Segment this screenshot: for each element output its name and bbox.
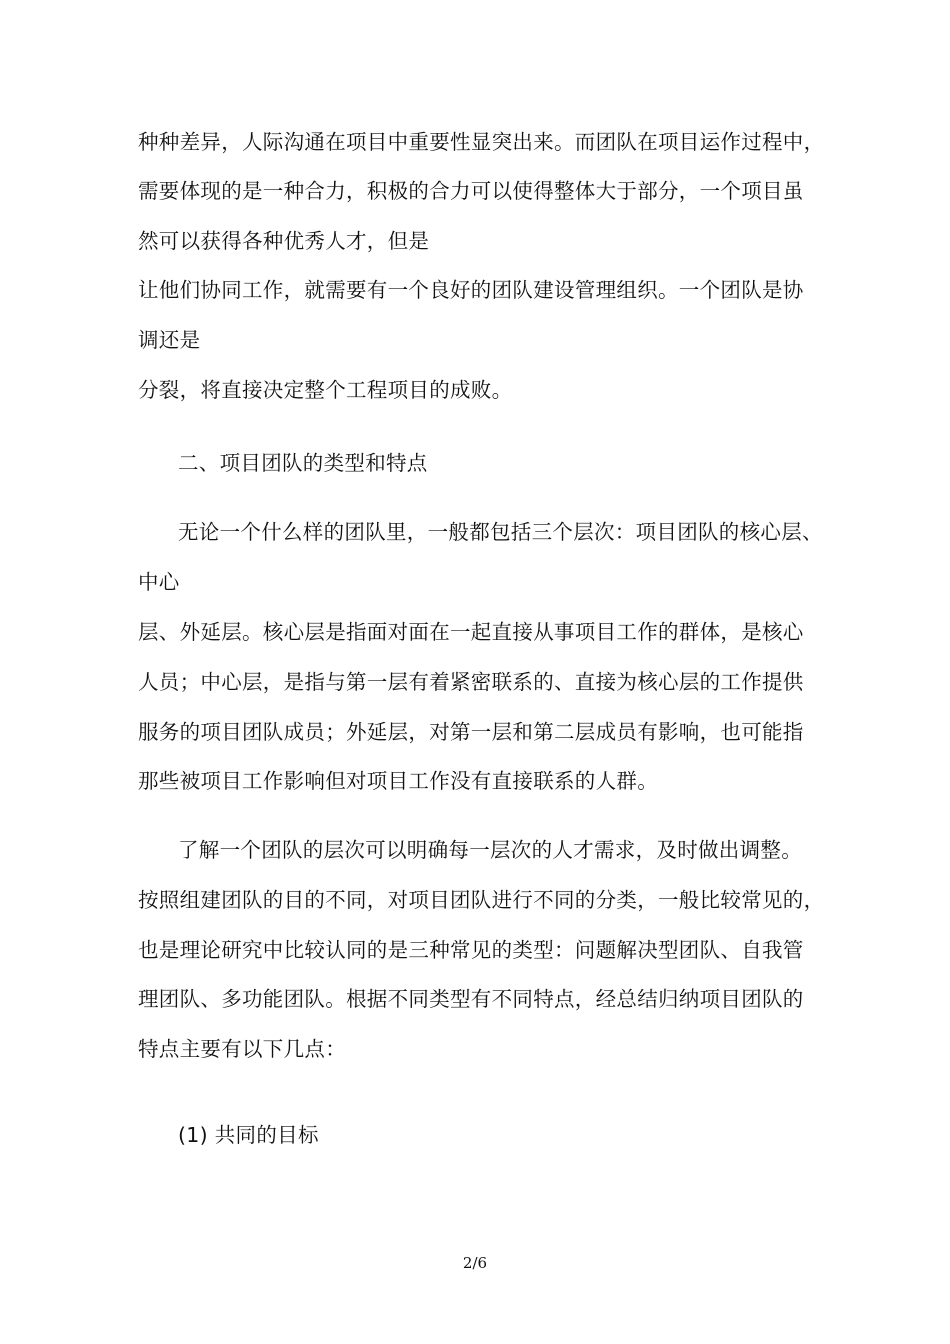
paragraph-line: 调还是	[138, 328, 201, 352]
paragraph-line: 那些被项目工作影响但对项目工作没有直接联系的人群。	[138, 769, 658, 793]
page-number: 2/6	[462, 1254, 488, 1272]
paragraph-line: 分裂，将直接决定整个工程项目的成败。	[138, 378, 513, 402]
paragraph-line: 种种差异，人际沟通在项目中重要性显突出来。而团队在项目运作过程中，	[138, 130, 825, 154]
paragraph-line: 让他们协同工作，就需要有一个良好的团队建设管理组织。一个团队是协	[138, 278, 804, 302]
paragraph-line: 需要体现的是一种合力，积极的合力可以使得整体大于部分，一个项目虽	[138, 179, 804, 203]
paragraph-line: 也是理论研究中比较认同的是三种常见的类型：问题解决型团队、自我管	[138, 938, 804, 962]
paragraph-line: 人员；中心层，是指与第一层有着紧密联系的、直接为核心层的工作提供	[138, 670, 804, 694]
paragraph-line: 理团队、多功能团队。根据不同类型有不同特点，经总结归纳项目团队的	[138, 987, 804, 1011]
paragraph-line: 特点主要有以下几点：	[138, 1037, 346, 1061]
paragraph-line: 按照组建团队的目的不同，对项目团队进行不同的分类，一般比较常见的，	[138, 888, 825, 912]
paragraph-line: 然可以获得各种优秀人才，但是	[138, 229, 430, 253]
list-item-heading: (1) 共同的目标	[178, 1123, 319, 1147]
paragraph-line: 无论一个什么样的团队里，一般都包括三个层次：项目团队的核心层、	[178, 520, 823, 544]
paragraph-line: 中心	[138, 570, 180, 594]
section-heading: 二、项目团队的类型和特点	[178, 451, 428, 475]
paragraph-line: 了解一个团队的层次可以明确每一层次的人才需求，及时做出调整。	[178, 838, 802, 862]
paragraph-line: 服务的项目团队成员；外延层，对第一层和第二层成员有影响，也可能指	[138, 720, 804, 744]
paragraph-line: 层、外延层。核心层是指面对面在一起直接从事项目工作的群体，是核心	[138, 620, 804, 644]
